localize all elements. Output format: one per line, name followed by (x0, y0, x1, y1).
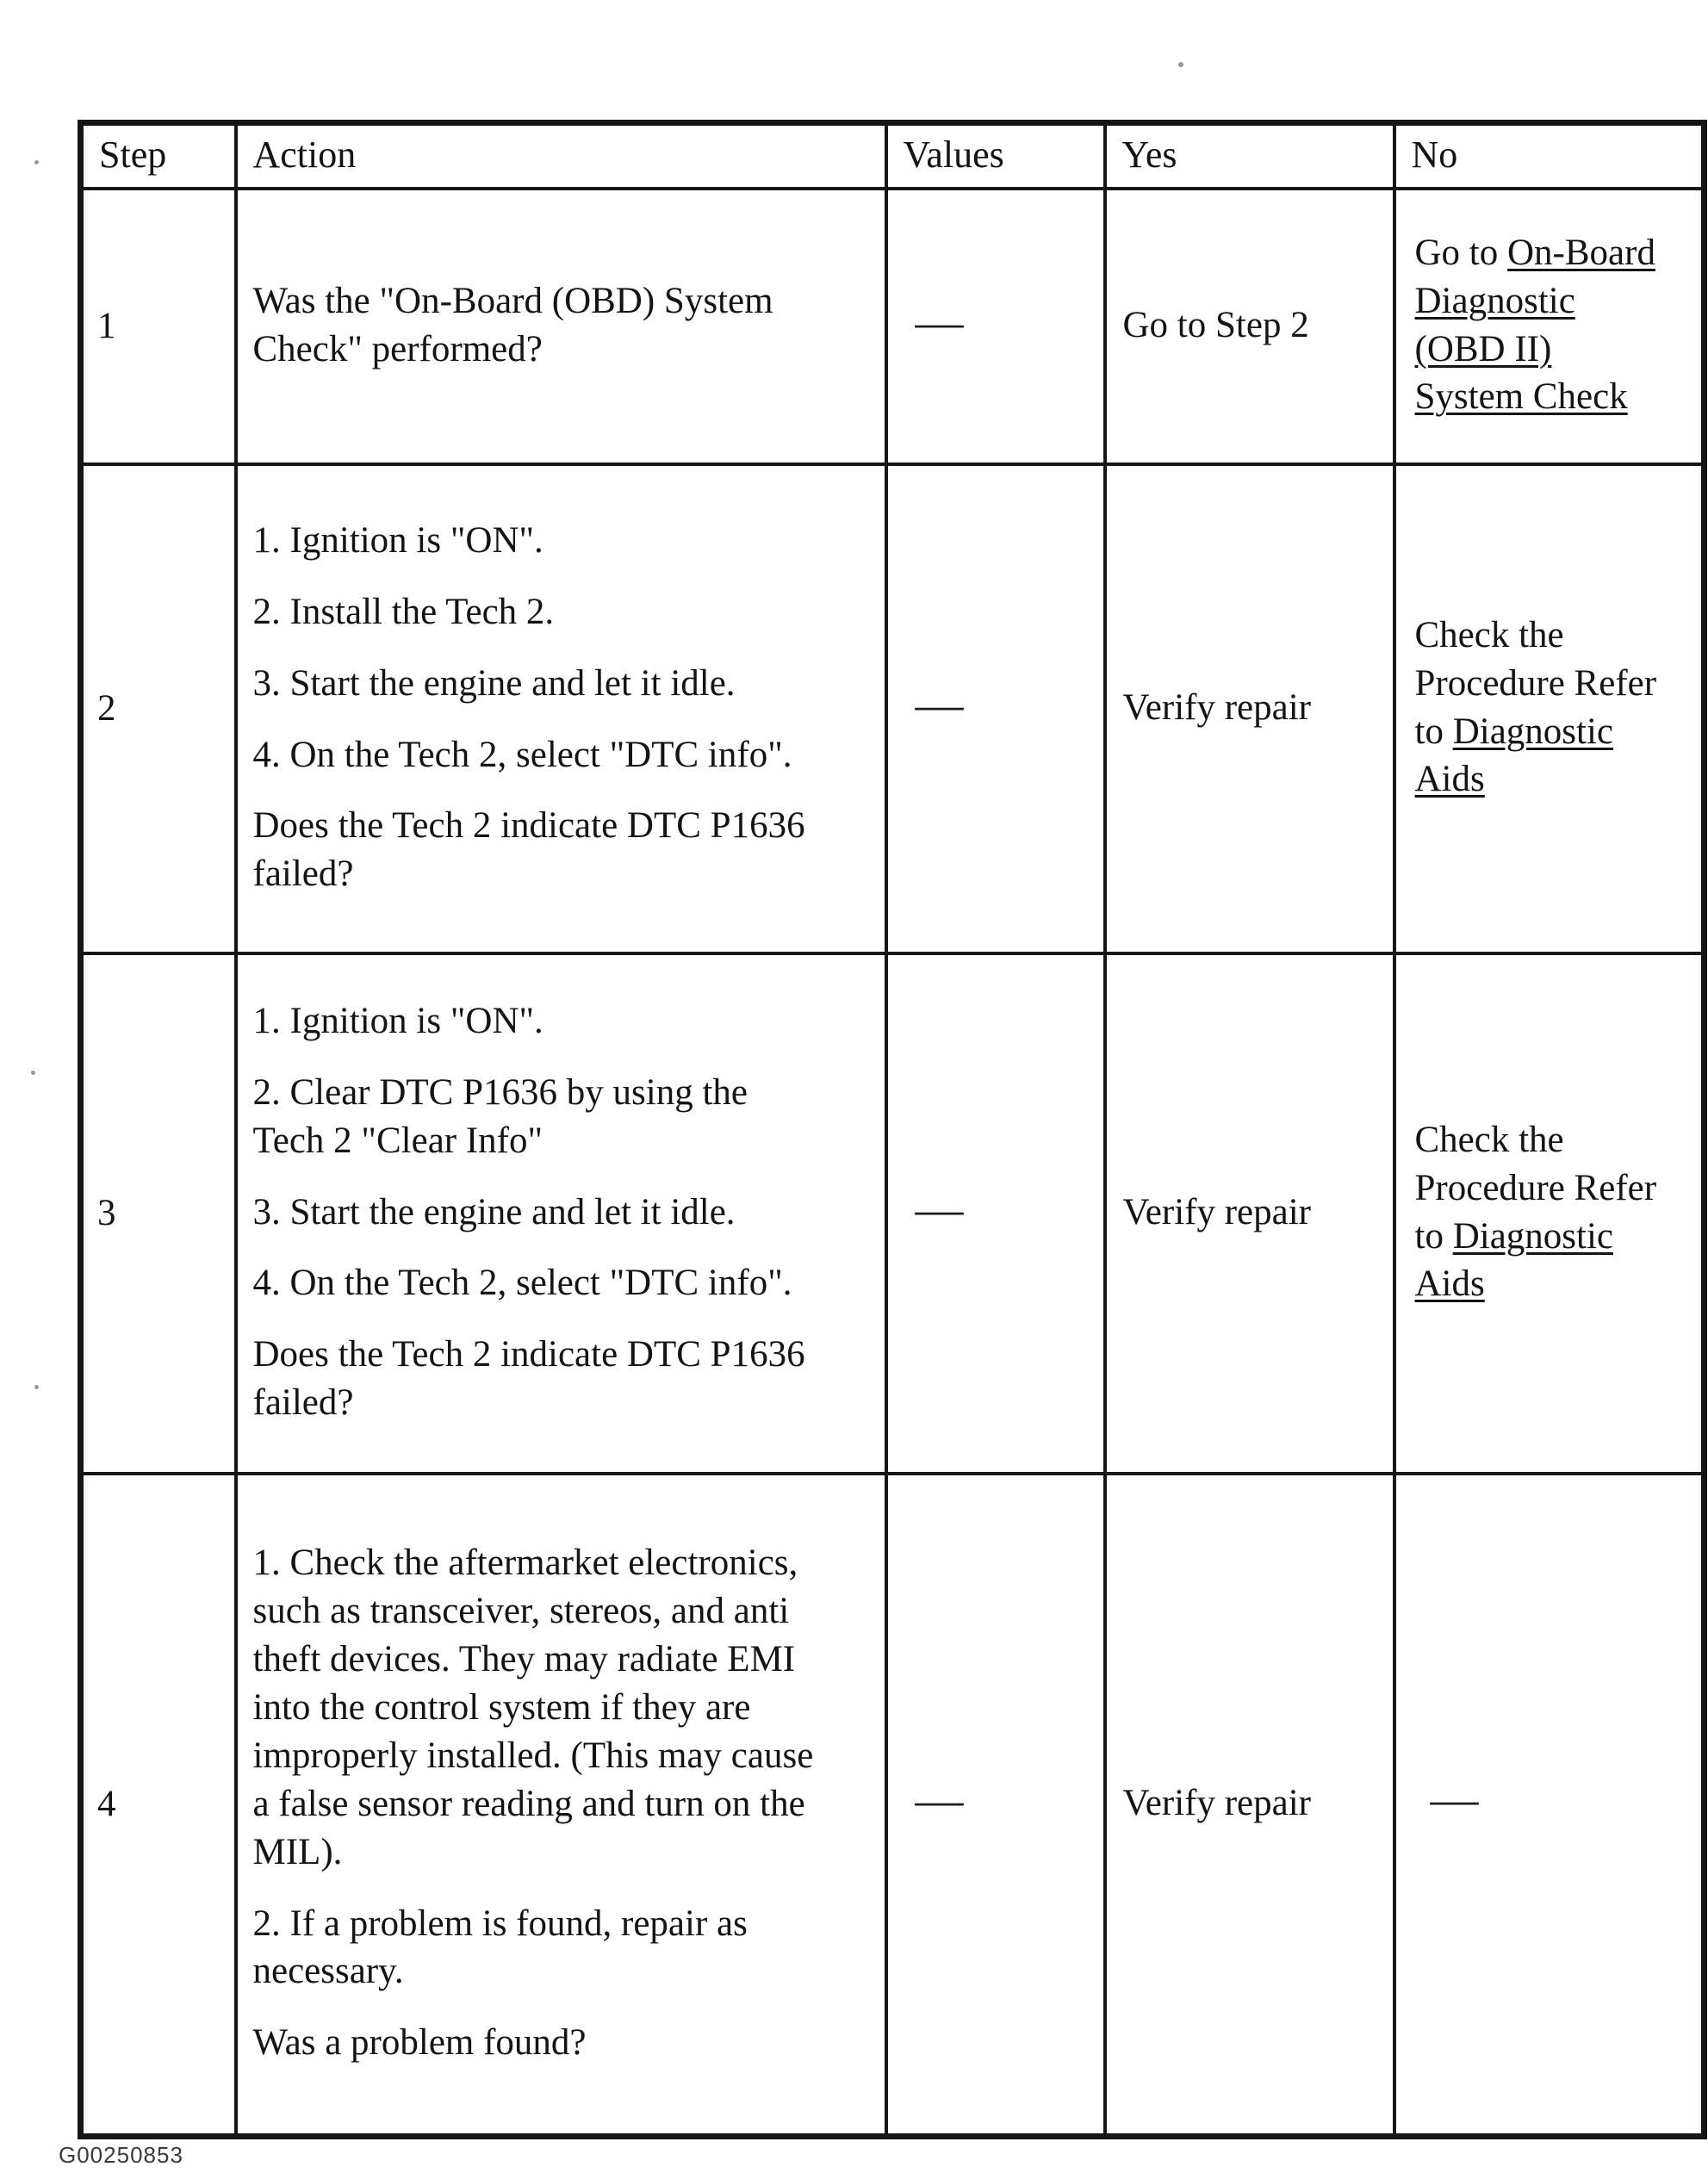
action-text: 1. Ignition is "ON". (252, 519, 543, 561)
no-text: Check the Procedure Refer to (1414, 614, 1657, 752)
step-number: 3 (81, 953, 236, 1474)
values-dash: — (915, 1772, 966, 1827)
yes-cell (1105, 1474, 1394, 2137)
table-header-row (81, 123, 1705, 189)
scan-artifact-dot (34, 1385, 39, 1389)
table-row-step-1 (81, 189, 1705, 464)
action-text: 4. On the Tech 2, select "DTC info". (252, 734, 792, 775)
col-header-yes: Yes (1105, 123, 1394, 189)
no-cell (1394, 464, 1705, 953)
no-text: Check the Procedure Refer to (1414, 1119, 1657, 1257)
step-number: 1 (81, 189, 236, 464)
yes-cell (1105, 189, 1394, 464)
values-cell (886, 464, 1105, 953)
no-cell (1394, 1474, 1705, 2137)
col-header-no: No (1394, 123, 1705, 189)
table-row-step-3 (81, 953, 1705, 1474)
values-cell (886, 953, 1105, 1474)
no-dash: — (1430, 1772, 1481, 1826)
no-cell (1394, 953, 1705, 1474)
link-obd-system-check[interactable]: On-Board Diagnostic (OBD II) System Check (1414, 232, 1655, 418)
col-header-values: Values (886, 123, 1105, 189)
yes-cell (1105, 464, 1394, 953)
action-text: 3. Start the engine and let it idle. (252, 662, 736, 704)
yes-text: Go to Step 2 (1122, 304, 1309, 345)
action-text: 3. Start the engine and let it idle. (252, 1191, 736, 1232)
values-dash: — (915, 677, 966, 731)
step-number: 2 (81, 464, 236, 953)
action-cell (236, 464, 886, 953)
action-text: Was a problem found? (252, 2022, 587, 2064)
yes-text: Verify repair (1122, 1191, 1311, 1232)
action-cell (236, 953, 886, 1474)
scan-artifact-dot (1178, 62, 1183, 67)
values-cell (886, 189, 1105, 464)
no-text: Go to (1414, 232, 1507, 273)
values-cell (886, 1474, 1105, 2137)
action-text: 2. Install the Tech 2. (252, 591, 555, 632)
no-cell (1394, 189, 1705, 464)
yes-text: Verify repair (1122, 686, 1311, 728)
scan-artifact-dot (34, 160, 39, 165)
figure-id: G00250853 (59, 2142, 183, 2168)
action-text: 2. Clear DTC P1636 by using the Tech 2 "Clear Info" (252, 1071, 748, 1161)
step-number: 4 (81, 1474, 236, 2137)
col-header-step: Step (81, 123, 236, 189)
action-text: Does the Tech 2 indicate DTC P1636 failed? (252, 1334, 805, 1424)
yes-text: Verify repair (1122, 1782, 1311, 1823)
action-cell (236, 189, 886, 464)
table-row-step-4 (81, 1474, 1705, 2137)
col-header-action: Action (236, 123, 886, 189)
action-text: 4. On the Tech 2, select "DTC info". (252, 1263, 792, 1304)
values-dash: — (915, 1182, 966, 1236)
action-text: Was the "On-Board (OBD) System Check" performed? (252, 280, 773, 369)
action-text: 1. Ignition is "ON". (252, 1000, 543, 1041)
link-diagnostic-aids[interactable]: Diagnostic Aids (1414, 711, 1614, 800)
action-text: 2. If a problem is found, repair as necessary. (252, 1903, 748, 1992)
action-text: Does the Tech 2 indicate DTC P1636 failed? (252, 805, 805, 895)
yes-cell (1105, 953, 1394, 1474)
scan-artifact-dot (31, 1071, 35, 1075)
action-text: 1. Check the aftermarket electronics, such as transceiver, stereos, and anti theft devices. They may radiate EMI into the control system if they are improperly installed. (This may cause a false sensor reading and turn on the MIL). (252, 1543, 814, 1872)
link-diagnostic-aids[interactable]: Diagnostic Aids (1414, 1215, 1614, 1305)
action-cell (236, 1474, 886, 2137)
values-dash: — (915, 295, 966, 349)
diagnostic-table (78, 120, 1707, 2139)
table-row-step-2 (81, 464, 1705, 953)
